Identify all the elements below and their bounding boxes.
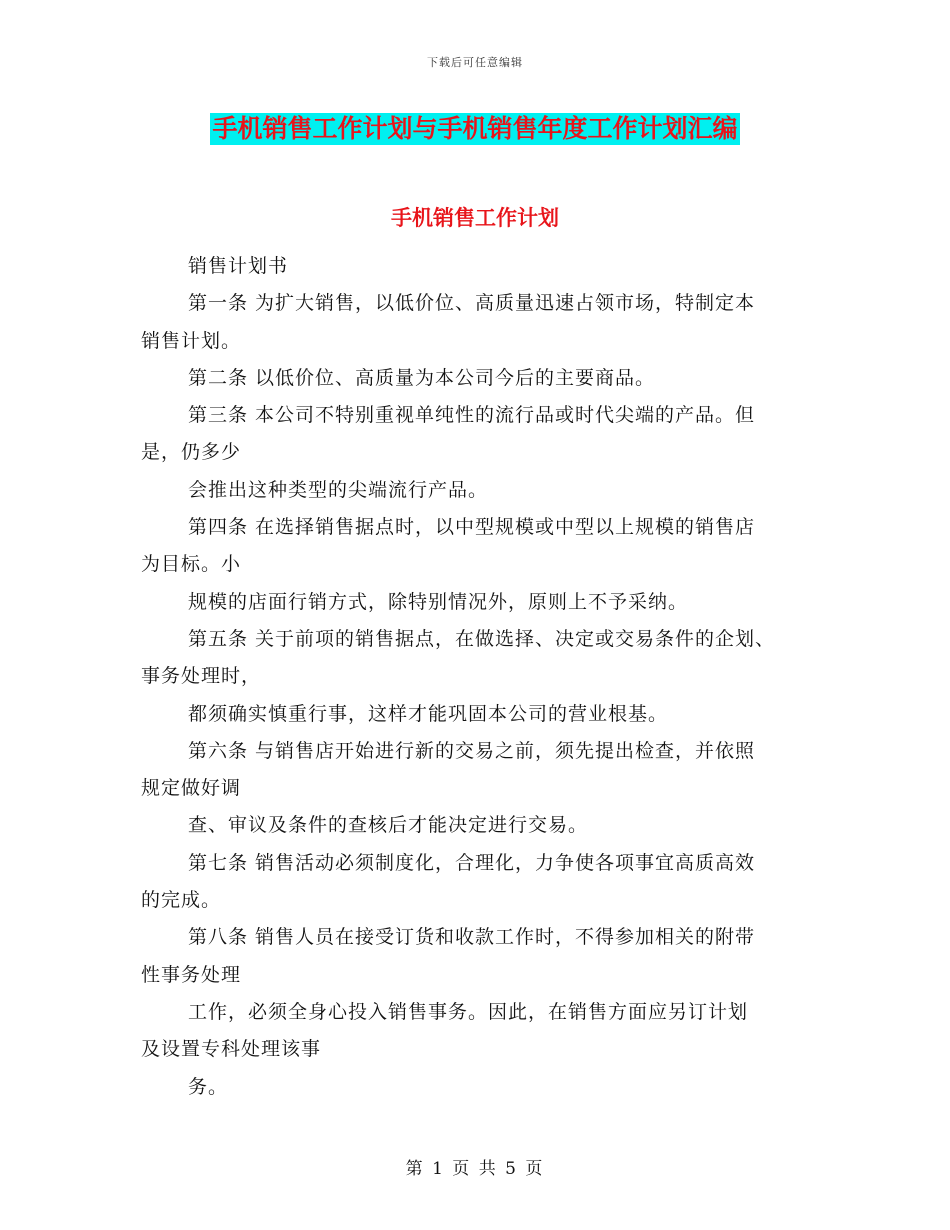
body-line: 第三条 本公司不特别重视单纯性的流行品或时代尖端的产品。但 xyxy=(188,404,756,427)
body-line: 规定做好调 xyxy=(141,777,242,800)
body-line: 第一条 为扩大销售，以低价位、高质量迅速占领市场，特制定本 xyxy=(188,292,756,315)
body-line: 第六条 与销售店开始进行新的交易之前，须先提出检查，并依照 xyxy=(188,739,756,762)
body-line: 第四条 在选择销售据点时，以中型规模或中型以上规模的销售店 xyxy=(188,516,756,539)
body-line: 第八条 销售人员在接受订货和收款工作时，不得参加相关的附带 xyxy=(188,926,756,949)
body-line: 事务处理时， xyxy=(141,665,262,688)
body-line: 是，仍多少 xyxy=(141,441,242,464)
body-line: 及设置专科处理该事 xyxy=(141,1038,322,1061)
body-line: 性事务处理 xyxy=(141,963,242,986)
body-line: 务。 xyxy=(188,1075,229,1098)
body-line: 销售计划书 xyxy=(188,255,289,277)
body-line: 规模的店面行销方式，除特别情况外，原则上不予采纳。 xyxy=(188,590,689,613)
doc-title-wrap xyxy=(0,113,950,145)
body-line: 第二条 以低价位、高质量为本公司今后的主要商品。 xyxy=(188,366,656,389)
header-note: 下载后可任意编辑 xyxy=(427,56,523,69)
page-footer: 第 1 页 共 5 页 xyxy=(405,1159,545,1179)
body-line: 工作，必须全身心投入销售事务。因此，在销售方面应另订计划 xyxy=(188,1000,749,1023)
body-line: 为目标。小 xyxy=(141,553,242,576)
body-line: 第七条 销售活动必须制度化，合理化，力争使各项事宜高质高效 xyxy=(188,851,756,874)
body-line: 会推出这种类型的尖端流行产品。 xyxy=(188,478,489,501)
body-line: 查、审议及条件的查核后才能决定进行交易。 xyxy=(188,814,589,837)
body-line: 的完成。 xyxy=(141,889,222,912)
section-title: 手机销售工作计划 xyxy=(391,206,559,230)
doc-title: 手机销售工作计划与手机销售年度工作计划汇编 xyxy=(212,114,738,143)
body-line: 第五条 关于前项的销售据点，在做选择、决定或交易条件的企划、 xyxy=(188,627,776,650)
body-text xyxy=(141,248,831,1106)
body-line: 销售计划。 xyxy=(141,329,242,352)
body-line: 都须确实慎重行事，这样才能巩固本公司的营业根基。 xyxy=(188,702,669,725)
